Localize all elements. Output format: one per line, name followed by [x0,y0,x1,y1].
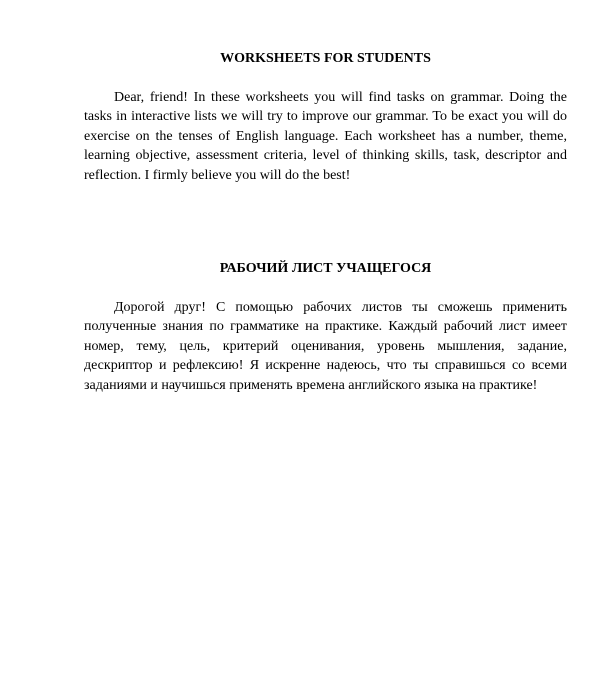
russian-heading: РАБОЧИЙ ЛИСТ УЧАЩЕГОСЯ [219,261,432,276]
english-heading: WORKSHEETS FOR STUDENTS [220,51,431,66]
english-intro-section [84,50,567,185]
russian-intro-section [84,260,567,395]
russian-paragraph: Дорогой друг! С помощью рабочих листов ты сможешь применить полученные знания по грамматике на практике. Каждый рабочий лист имеет номер, тему, цель, критерий оценивания, уровень мышления, задание, дескриптор и рефлексию! Я искренне надеюсь, что ты справишься со всеми заданиями и научишься применять времена английского языка на практике! [84,300,567,393]
english-paragraph: Dear, friend! In these worksheets you will find tasks on grammar. Doing the tasks in interactive lists we will try to improve our grammar. To be exact you will do exercise on the tenses of English language. Each worksheet has a number, theme, learning objective, assessment criteria, level of thinking skills, task, descriptor and reflection. I firmly believe you will do the best! [84,90,567,183]
